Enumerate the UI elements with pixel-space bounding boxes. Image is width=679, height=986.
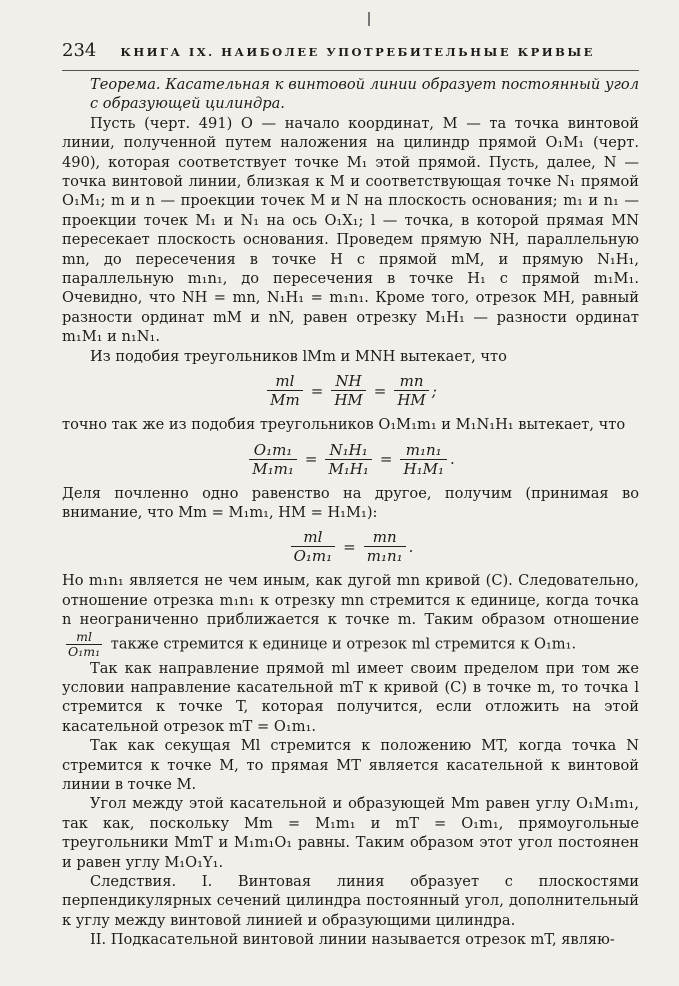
fraction: $\frac{mn}{\text{m₁n₁}}$ [364, 528, 406, 565]
page-header [62, 40, 639, 71]
equation-punct: ; [431, 381, 437, 400]
fraction: $\frac{mn}{HM}$ [394, 372, 428, 409]
paragraph-corollary-2: II. Подкасательной винтовой линии называется отрезок mT, являю- [90, 931, 615, 949]
print-mark [368, 12, 370, 26]
fraction: $\frac{ml}{\text{O₁m₁}}$ [291, 528, 336, 565]
equation-punct: . [449, 450, 455, 468]
fraction: $\frac{ml}{Mm}$ [267, 372, 303, 409]
equation-punct: . [408, 537, 414, 556]
equation-1: $\frac{ml}{Mm}$ = $\frac{NH}{HM}$ = $\frac{mn}{HM}$ ; [62, 372, 639, 409]
paragraph-tangent-direction: Так как направление прямой ml имеет своим пределом при том же условии направление касательной mT к кривой (C) в точке m, то точка l стремится к точке T, которая получится, если отложить на этой касательной отрезок mT = O₁m₁. [62, 659, 639, 735]
running-title: КНИГА IX. НАИБОЛЕЕ УПОТРЕБИТЕЛЬНЫЕ КРИВЫЕ [120, 45, 595, 59]
paragraph-constant-angle: Угол между этой касательной и образующей Mm равен углу O₁M₁m₁, так как, поскольку Mm = M₁m₁ и mT = O₁m₁, прямоугольные треугольники MmT и M₁m₁O₁ равны. Таким образом этот угол постоянен и равен углу M₁O₁Y₁. [62, 795, 639, 871]
paragraph-limit-ratio: Но m₁n₁ является не чем иным, как дугой mn кривой (C). Следовательно, отношение отрезка m₁n₁ к отрезку mn стремится к единице, когда точка n неограниченно приближается к точке m. Таким образом отношение $\frac{ml}{\text{O₁m₁}}$ также стремится к единице и отрезок ml стремится к O₁m₁. [62, 572, 639, 659]
fraction: $\frac{\text{m₁n₁}}{\text{H₁M₁}}$ [400, 441, 446, 478]
paragraph-secant-limit: Так как секущая Ml стремится к положению MT, когда точка N стремится к точке M, то прямая MT является касательной к винтовой линии в точке M. [62, 737, 639, 793]
equation-2: $\frac{\text{O₁m₁}}{\text{M₁m₁}}$ = $\frac{\text{N₁H₁}}{\text{M₁H₁}}$ = $\frac{\text{m₁n₁}}{\text{H₁M₁}}$ . [62, 441, 639, 478]
page-number: 234 [62, 40, 97, 61]
fraction: $\frac{NH}{HM}$ [331, 372, 365, 409]
paragraph-similarity-intro: Из подобия треугольников lMm и MNH вытекает, что [90, 347, 507, 365]
fraction: $\frac{\text{N₁H₁}}{\text{M₁H₁}}$ [325, 441, 371, 478]
fraction: $\frac{\text{O₁m₁}}{\text{M₁m₁}}$ [249, 441, 297, 478]
inline-fraction: $\frac{ml}{\text{O₁m₁}}$ [68, 628, 101, 659]
paragraph-similarity-2: точно так же из подобия треугольников O₁M₁m₁ и M₁N₁H₁ вытекает, что [62, 416, 626, 434]
paragraph-corollary-1: Следствия. I. Винтовая линия образует с плоскостями перпендикулярных сечений цилиндра постоянный угол, дополнительный к углу между винтовой линией и образующими цилиндра. [62, 873, 639, 929]
paragraph-division: Деля почленно одно равенство на другое, получим (принимая во внимание, что Mm = M₁m₁, HM = H₁M₁): [62, 484, 639, 521]
paragraph-proof-setup: Пусть (черт. 491) O — начало координат, M — та точка винтовой линии, полученной путем наложения на цилиндр прямой O₁M₁ (черт. 490), которая соответствует точке M₁ этой прямой. Пусть, далее, N — точка винтовой линии, близкая к M и соответствующая точке N₁ прямой O₁M₁; m и n — проекции точек M и N на плоскость основания; m₁ и n₁ — проекции точек M₁ и N₁ на ось O₁X₁; l — точка, в которой прямая MN пересекает плоскость основания. Проведем прямую NH, параллельную mn, до пересечения в точке H с прямой mM, и прямую N₁H₁, параллельную m₁n₁, до пересечения в точке H₁ с прямой m₁M₁. Очевидно, что NH = mn, N₁H₁ = m₁n₁. Кроме того, отрезок MH, равный разности ординат mM и nN, равен отрезку M₁H₁ — разности ординат m₁M₁ и n₁N₁. [62, 114, 639, 346]
equation-3: $\frac{ml}{\text{O₁m₁}}$ = $\frac{mn}{\text{m₁n₁}}$ . [62, 528, 639, 565]
theorem-statement: Теорема. Касательная к винтовой линии образует постоянный угол с образующей цилиндра. [90, 76, 639, 113]
